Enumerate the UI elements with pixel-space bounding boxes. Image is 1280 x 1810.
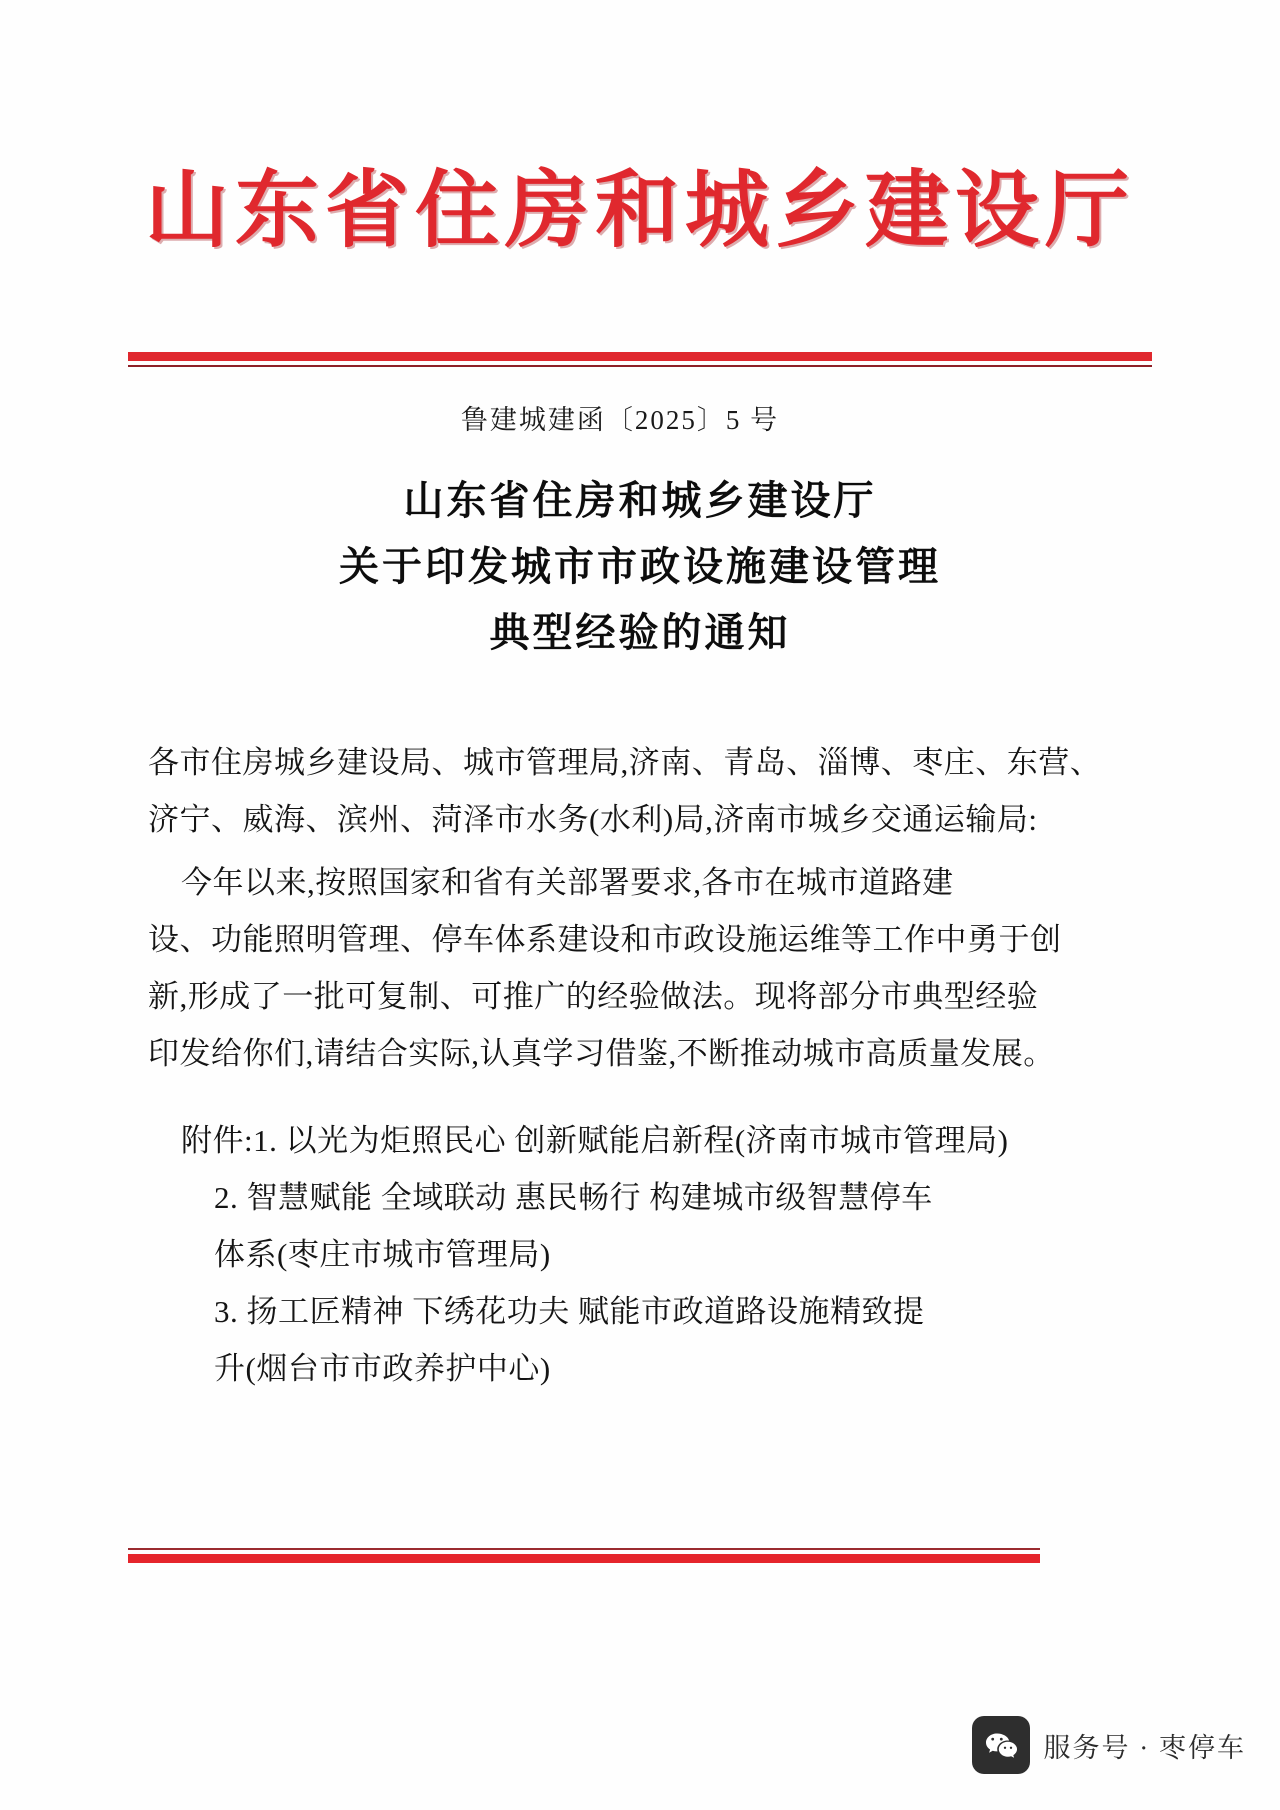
body-paragraph-line-4: 印发给你们,请结合实际,认真学习借鉴,不断推动城市高质量发展。 bbox=[148, 1036, 1055, 1071]
body-paragraph bbox=[148, 854, 1140, 1082]
recipient-line-2: 济宁、威海、滨州、菏泽市水务(水利)局,济南市城乡交通运输局: bbox=[148, 802, 1038, 837]
masthead-title: 山东省住房和城乡建设厅 bbox=[144, 165, 1135, 258]
body-paragraph-line-2: 设、功能照明管理、停车体系建设和市政设施运维等工作中勇于创 bbox=[148, 922, 1062, 957]
footer-rule-group bbox=[128, 1548, 1040, 1570]
masthead-rule-thin bbox=[128, 365, 1152, 367]
document-serial-number: 鲁建城建函〔2025〕5 号 bbox=[460, 405, 780, 435]
attachment-line-5: 升(烟台市市政养护中心) bbox=[148, 1351, 551, 1386]
document-title-line-3: 典型经验的通知 bbox=[489, 610, 791, 655]
document-body bbox=[148, 734, 1140, 1082]
attachment-line-2: 2. 智慧赋能 全域联动 惠民畅行 构建城市级智慧停车 bbox=[148, 1180, 933, 1215]
wechat-icon bbox=[972, 1716, 1030, 1774]
document-title-line-2: 关于印发城市市政设施建设管理 bbox=[339, 544, 941, 589]
masthead-rule-thick bbox=[128, 352, 1152, 361]
attachment-line-3: 体系(枣庄市城市管理局) bbox=[148, 1237, 551, 1272]
wechat-account-name: 服务号 · 枣停车 bbox=[1043, 1732, 1246, 1763]
masthead bbox=[0, 165, 1280, 258]
wechat-watermark bbox=[972, 1716, 1247, 1774]
masthead-rule-group bbox=[128, 352, 1152, 374]
attachment-line-4: 3. 扬工匠精神 下绣花功夫 赋能市政道路设施精致提 bbox=[148, 1294, 925, 1329]
attachment-line-1: 附件:1. 以光为炬照民心 创新赋能启新程(济南市城市管理局) bbox=[148, 1123, 1009, 1158]
document-title-block bbox=[0, 468, 1280, 666]
body-paragraph-line-1: 今年以来,按照国家和省有关部署要求,各市在城市道路建 bbox=[148, 865, 954, 900]
body-paragraph-line-3: 新,形成了一批可复制、可推广的经验做法。现将部分市典型经验 bbox=[148, 979, 1039, 1014]
recipient-line-1: 各市住房城乡建设局、城市管理局,济南、青岛、淄博、枣庄、东营、 bbox=[148, 745, 1102, 780]
footer-rule-thick bbox=[128, 1554, 1040, 1563]
attachment-list bbox=[148, 1112, 1140, 1397]
document-title-line-1: 山东省住房和城乡建设厅 bbox=[403, 478, 877, 523]
